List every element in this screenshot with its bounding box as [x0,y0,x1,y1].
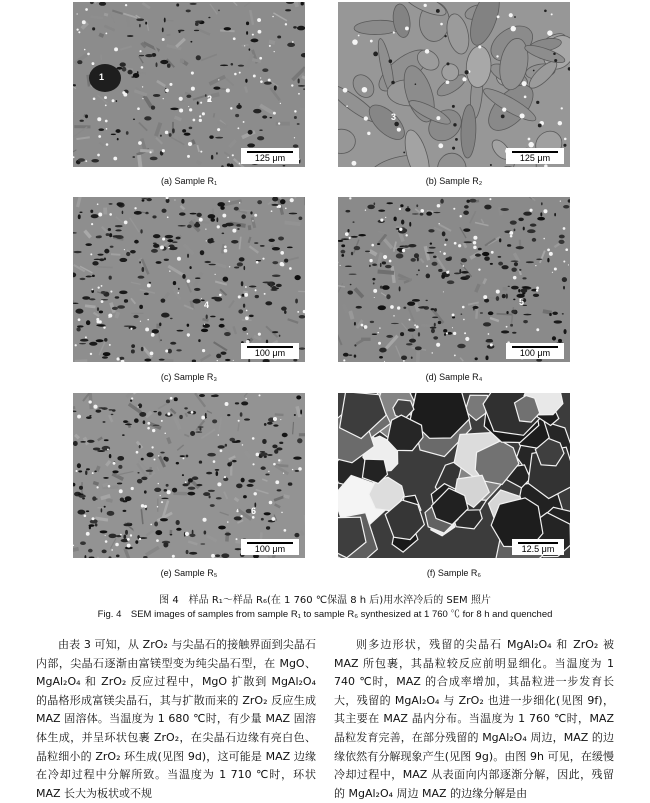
scale-bar: 125 μm [241,148,299,164]
region-label-6: 6 [251,506,256,516]
sem-image-d [338,197,570,362]
sem-image-c [73,197,305,362]
region-label-3: 3 [391,112,396,122]
panel-caption: (a) Sample R₁ [73,176,305,186]
scale-bar: 12.5 μm [512,539,564,555]
region-label-1: 1 [99,72,104,82]
region-label-2: 2 [207,94,212,104]
figure-caption-en: Fig. 4 SEM images of samples from sample R₁ to sample R₆ synthesized at 1 760 ℃ for 8 h and quenched [0,606,650,620]
sem-image-f [338,393,570,558]
panel-caption: (e) Sample R₅ [73,568,305,578]
scale-bar: 100 μm [506,343,564,359]
sem-image-b [338,2,570,167]
panel-caption: (d) Sample R₄ [338,372,570,382]
body-text-right: 则多边形状，残留的尖晶石 MgAl₂O₄ 和 ZrO₂ 被 MAZ 所包裹，其晶粒较反应前明显细化。当温度为 1 740 ℃时，MAZ 的合成率增加，其晶粒进一步发育长大，残留的 MgAl₂O₄ 与 ZrO₂ 也进一步细化(见图 9f)，其主要在 MAZ 晶内分布。当温度为 1 760 ℃时，MAZ 晶粒发育完善，在部分残留的 MgAl₂O₄ 周边，MAZ 的边缘依然有分解现象产生(见图 9g)。由图 9h 可见，在缓慢冷却过程中，MAZ 从表面向内部逐渐分解，因此，残留的 MgAl₂O₄ 周边 MAZ 的边缘分解是由 [334,636,614,803]
region-label-5: 5 [519,297,524,307]
scale-bar: 100 μm [241,539,299,555]
body-text-left: 由表 3 可知，从 ZrO₂ 与尖晶石的接触界面到尖晶石内部，尖晶石逐渐由富镁型变为纯尖晶石型，在 MgO、MgAl₂O₄ 和 ZrO₂ 反应过程中，MgO 扩散到 MgAl₂O₄ 的晶格形成富镁尖晶石，其与扩散而来的 ZrO₂ 反应生成 MAZ 固溶体。当温度为 1 680 ℃时，有少量 MAZ 固溶体生成，并呈环状包裹 ZrO₂，在尖晶石边缘有亮白色、晶粒细小的 ZrO₂ 环生成(见图 9d)，这可能是 MAZ 边缘在冷却过程中分解所致。当温度为 1 710 ℃时，环状 MAZ 长大为板状或不规 [36,636,316,803]
scale-bar: 100 μm [241,343,299,359]
region-label-4: 4 [204,300,209,310]
panel-caption: (c) Sample R₃ [73,372,305,382]
sem-image-e [73,393,305,558]
sem-image-a [73,2,305,167]
figure-caption-cn: 图 4 样品 R₁～样品 R₆(在 1 760 ℃保温 8 h 后)用水淬冷后的 SEM 照片 [0,591,650,606]
panel-caption: (f) Sample R₆ [338,568,570,578]
panel-caption: (b) Sample R₂ [338,176,570,186]
scale-bar: 125 μm [506,148,564,164]
